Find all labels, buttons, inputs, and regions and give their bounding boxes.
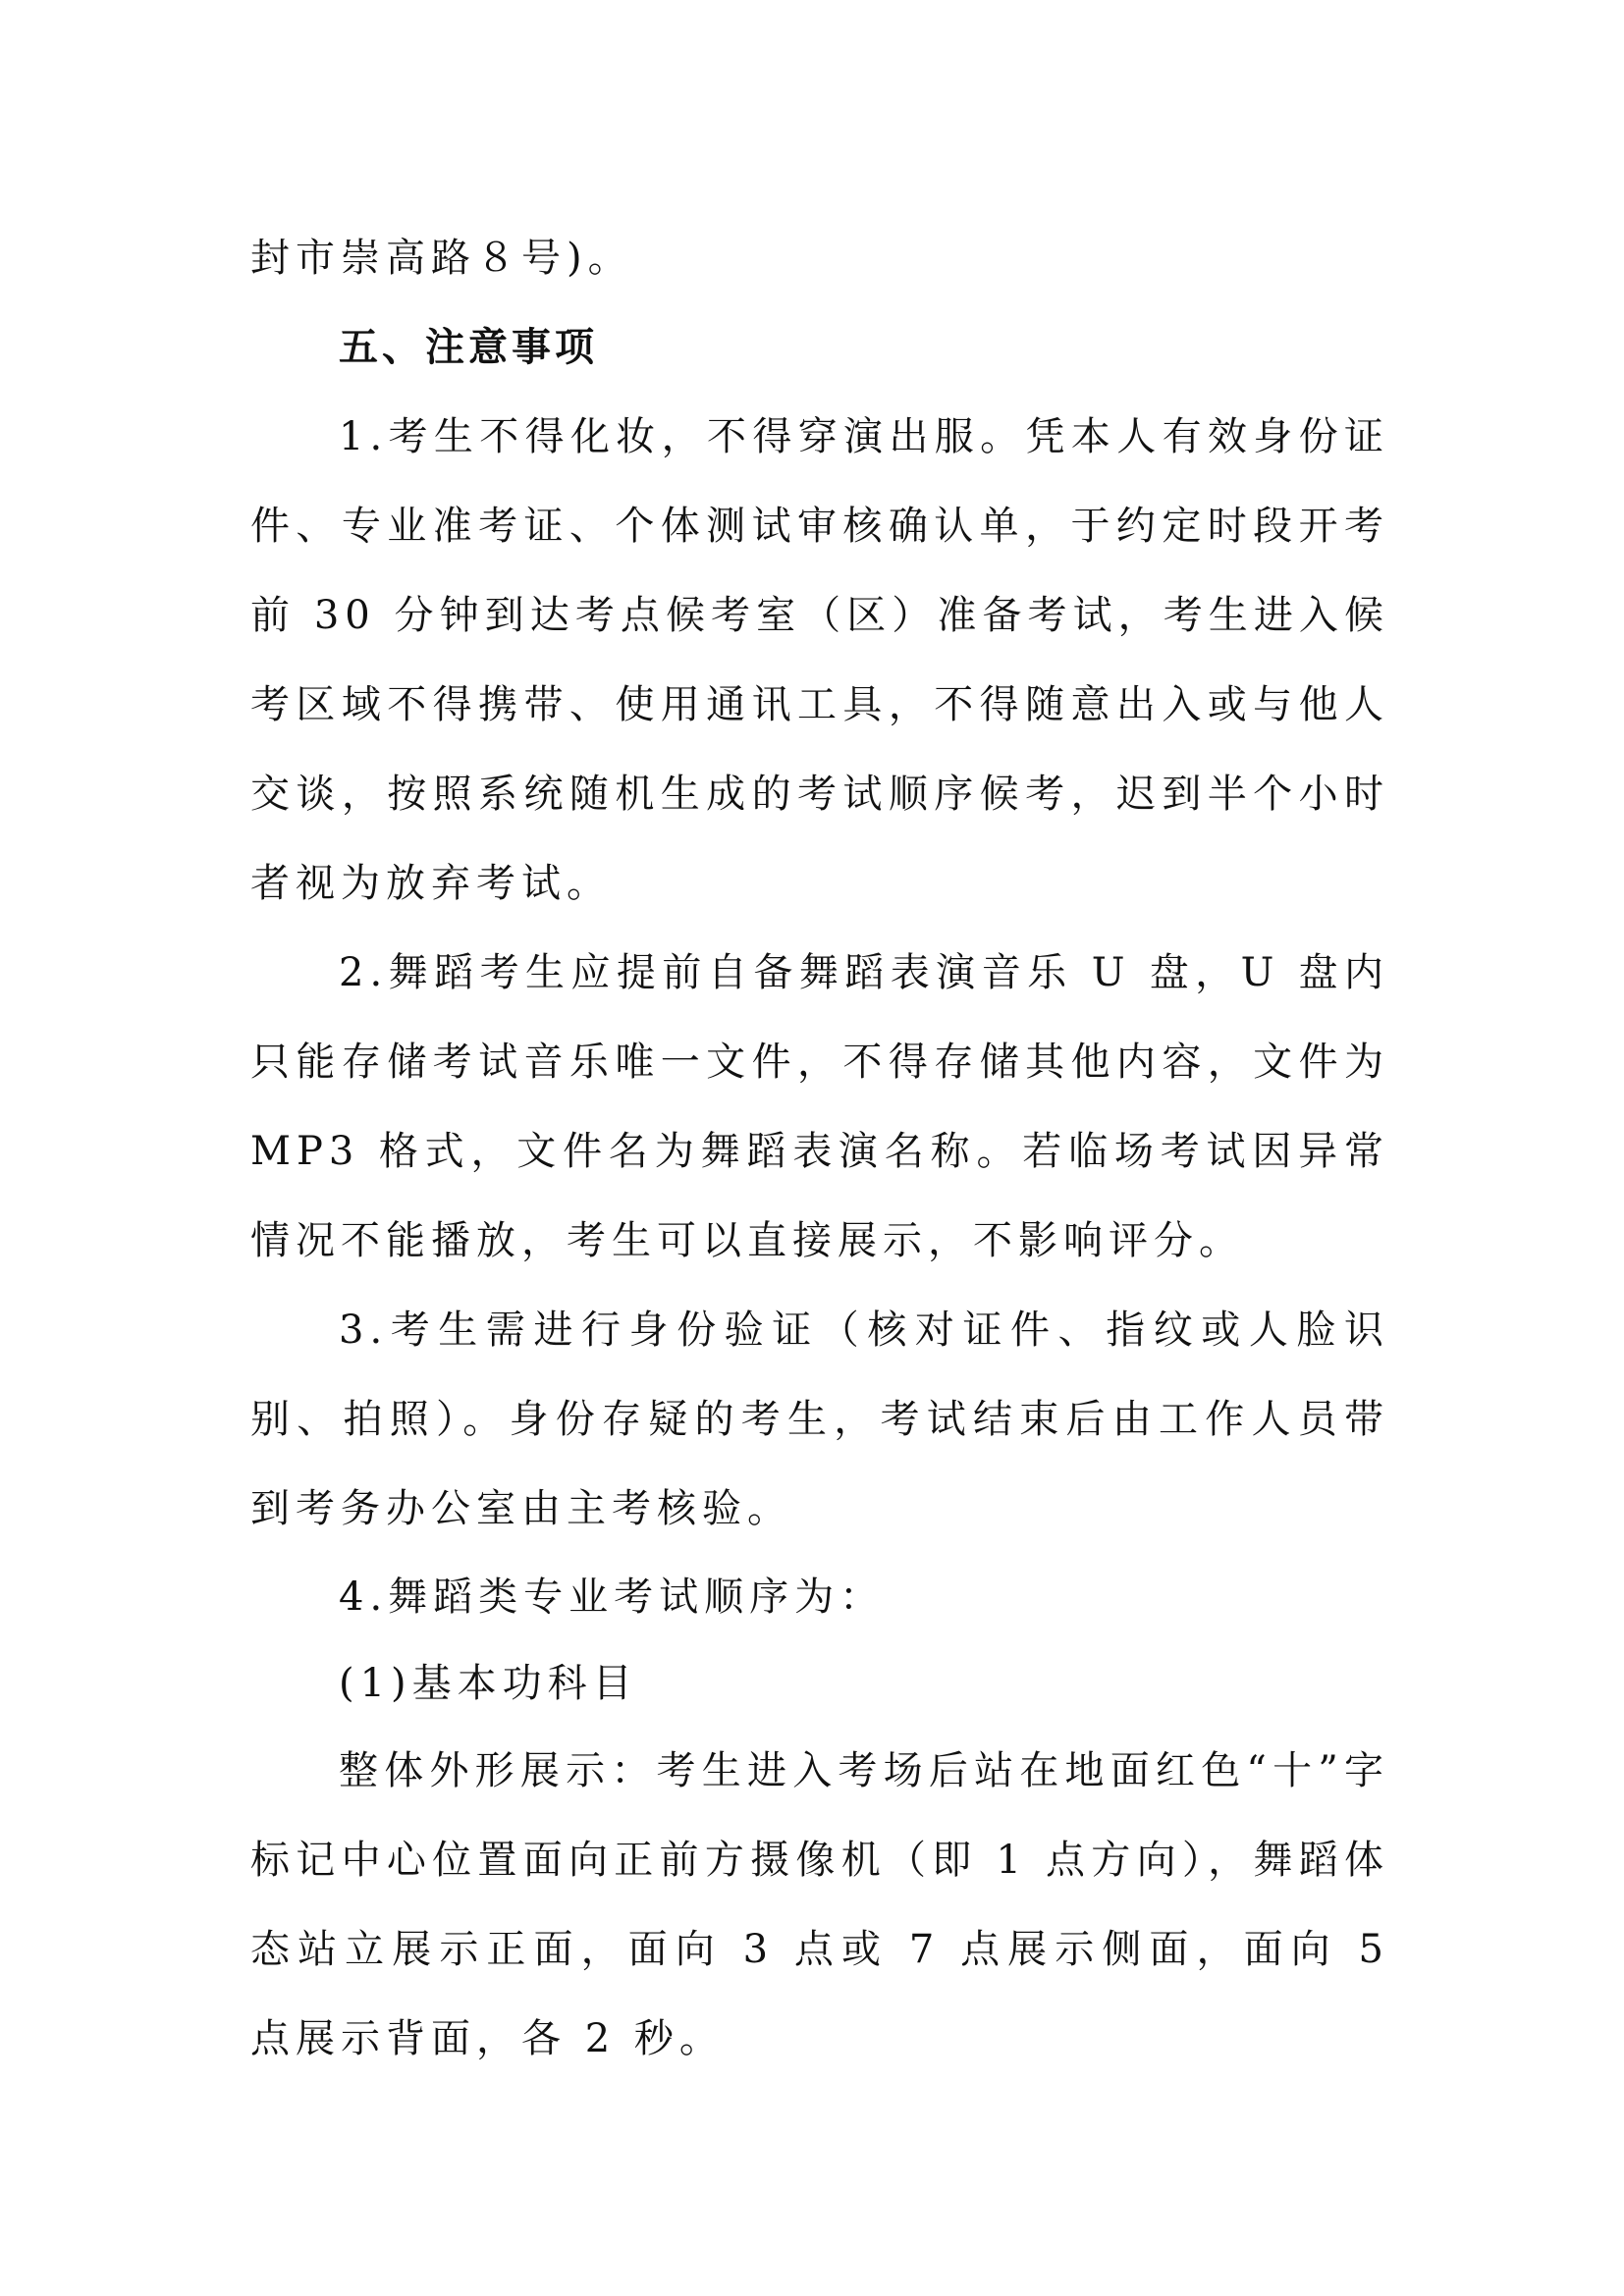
subheading-basic-skills: (1)基本功科目 xyxy=(339,1661,638,1706)
section-heading: 五、注意事项 xyxy=(339,325,598,370)
document-body xyxy=(250,214,1389,2084)
continuation-line: 封市崇高路８号)。 xyxy=(250,236,633,281)
paragraph-notice-3: 3.考生需进行身份验证（核对证件、指纹或人脸识别、拍照）。身份存疑的考生，考试结束后由工作人员带到考务办公室由主考核验。 xyxy=(250,1308,1389,1531)
paragraph-notice-2: 2.舞蹈考生应提前自备舞蹈表演音乐 U 盘，U 盘内只能存储考试音乐唯一文件，不得存储其他内容，文件为 MP3 格式，文件名为舞蹈表演名称。若临场考试因异常情况不能播放，考生可以直接展示，不影响评分。 xyxy=(250,950,1389,1263)
paragraph-notice-1: 1.考生不得化妆，不得穿演出服。凭本人有效身份证件、专业准考证、个体测试审核确认单，于约定时段开考前 30 分钟到达考点候考室（区）准备考试，考生进入候考区域不得携带、使用通讯工具，不得随意出入或与他人交谈，按照系统随机生成的考试顺序候考，迟到半个小时者视为放弃考试。 xyxy=(250,414,1389,906)
paragraph-notice-4: 4.舞蹈类专业考试顺序为： xyxy=(339,1575,886,1620)
paragraph-appearance-display: 整体外形展示：考生进入考场后站在地面红色“十”字标记中心位置面向正前方摄像机（即 1 点方向），舞蹈体态站立展示正面，面向 3 点或 7 点展示侧面，面向 5 点展示背面，各 2 秒。 xyxy=(250,1748,1389,2061)
